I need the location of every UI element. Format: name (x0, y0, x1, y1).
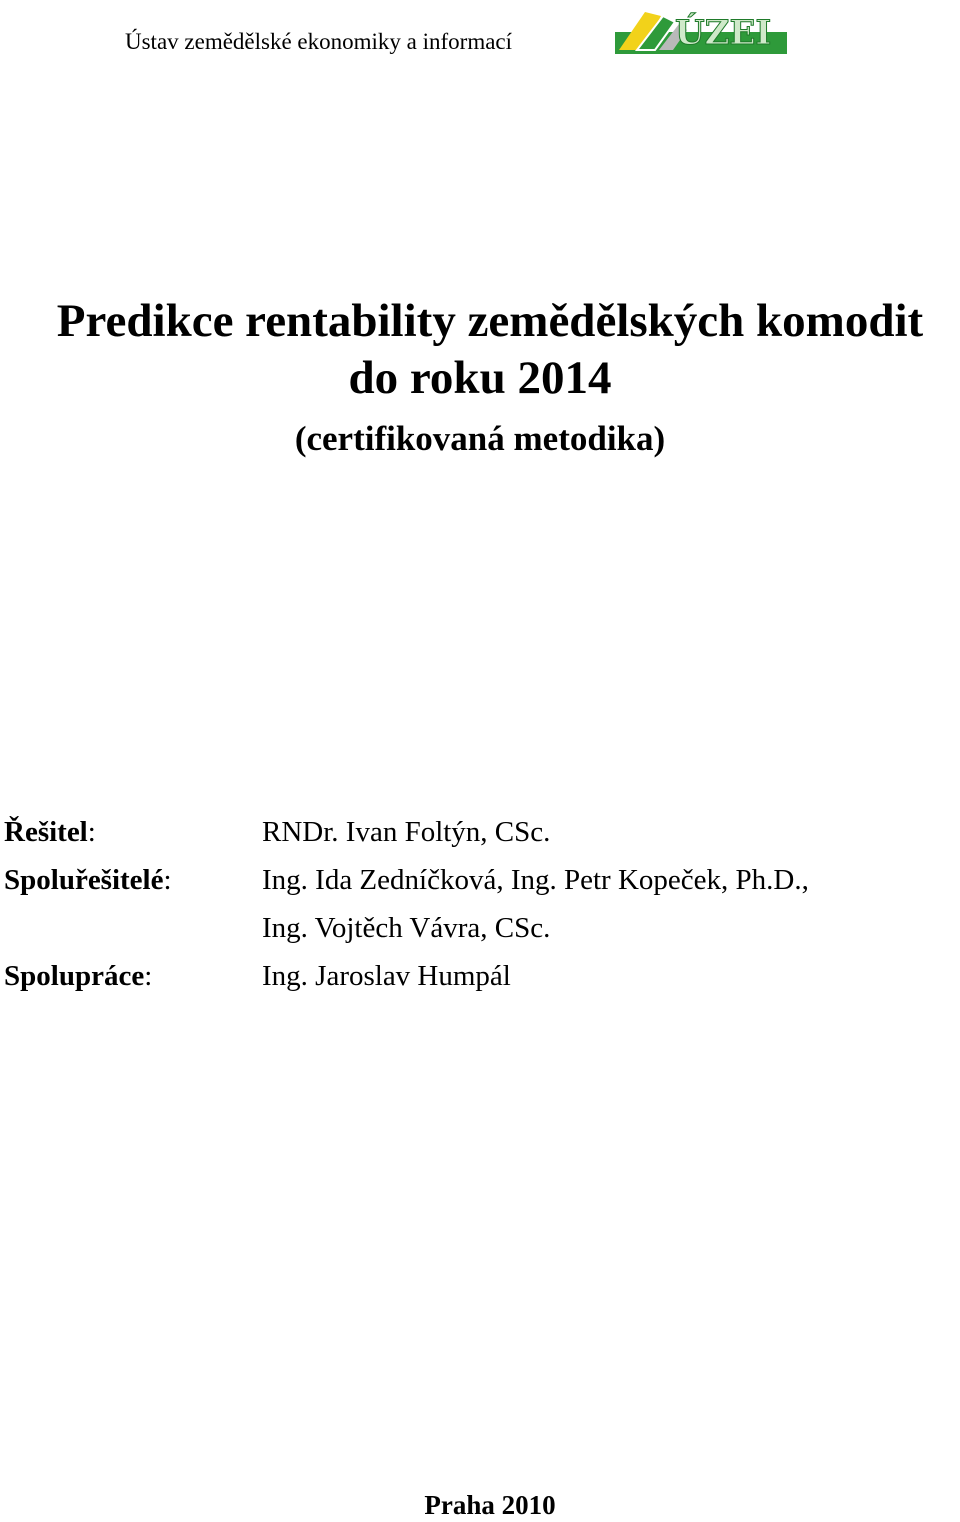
team-label (4, 952, 262, 1000)
team-label-colon: : (87, 816, 96, 848)
document-title-line-2: do roku 2014 (348, 352, 612, 404)
team-label-bold: Spolupráce (4, 960, 145, 992)
team-row-cosolvers (4, 856, 944, 904)
team-value: RNDr. Ivan Foltýn, CSc. (262, 816, 551, 848)
title-block (0, 292, 960, 460)
team-row-cooperation (4, 952, 944, 1000)
team-row-cosolvers-continued (4, 904, 944, 952)
team-value: Ing. Jaroslav Humpál (262, 960, 511, 992)
place-year: Praha 2010 (424, 1490, 556, 1520)
institute-name: Ústav zemědělské ekonomiky a informací (125, 29, 513, 54)
team-label-bold: Řešitel (4, 816, 88, 848)
team-label (4, 808, 262, 856)
team-label-bold: Spoluřešitelé (4, 864, 164, 896)
team-label (4, 856, 262, 904)
team-label (4, 904, 262, 952)
document-header (0, 6, 960, 58)
logo-text: ÚZEI (675, 13, 772, 53)
team-label-colon: : (163, 864, 172, 896)
document-subtitle: (certifikovaná metodika) (294, 419, 666, 458)
uzei-logo (615, 6, 787, 54)
team-value: Ing. Vojtěch Vávra, CSc. (262, 912, 551, 944)
team-value: Ing. Ida Zedníčková, Ing. Petr Kopeček, Ph.D., (262, 864, 809, 896)
document-title-line-1: Predikce rentability zemědělských komodit (56, 295, 924, 347)
team-label-colon: : (144, 960, 153, 992)
team-row-solver (4, 808, 944, 856)
team-block (4, 808, 944, 1000)
